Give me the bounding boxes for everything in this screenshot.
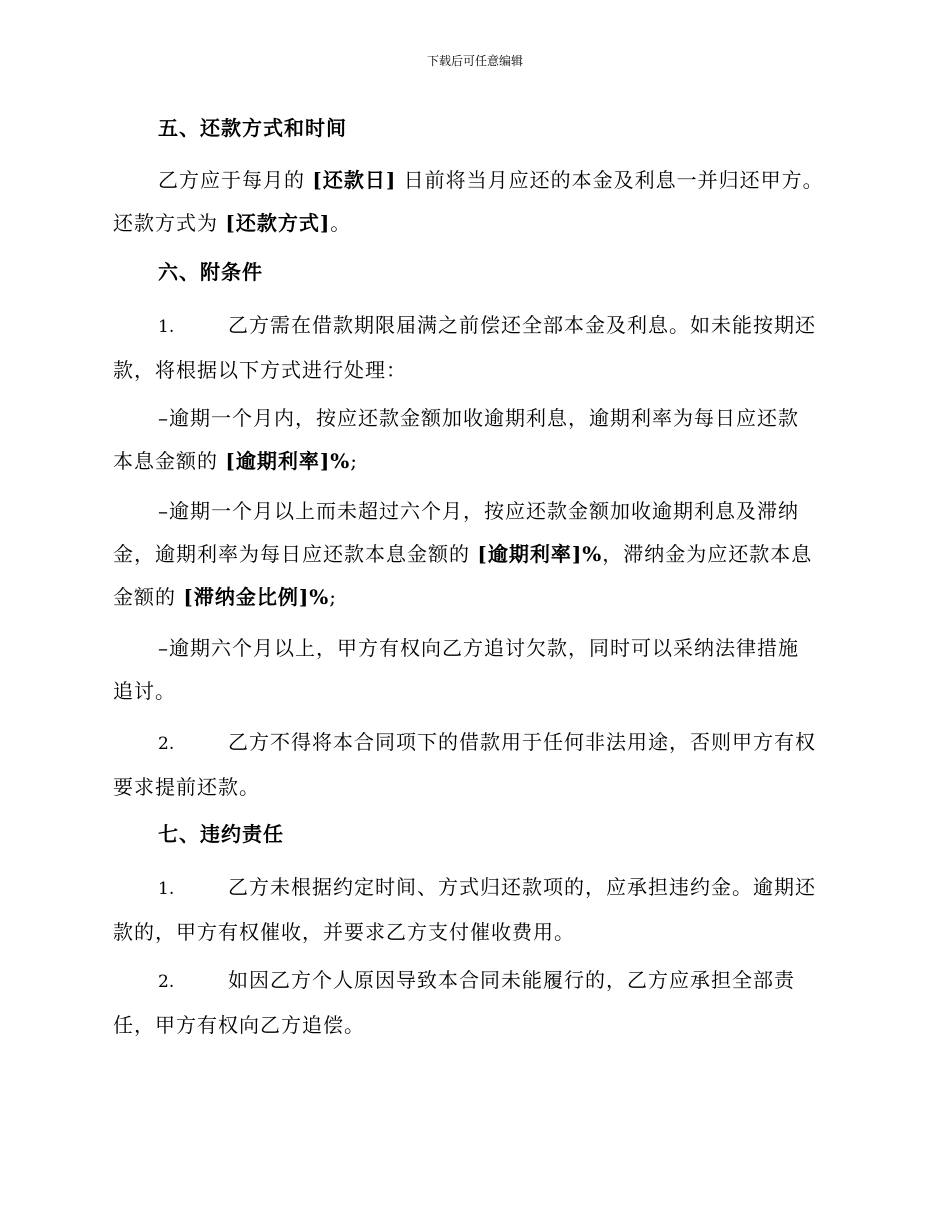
paragraph-line: 要求提前还款。 — [113, 775, 260, 799]
placeholder-repayment-method: [还款方式] — [225, 211, 331, 235]
placeholder-overdue-rate: [逾期利率]% — [477, 542, 603, 566]
item-number: 2. — [158, 972, 175, 992]
section-6-item-2 — [113, 721, 835, 809]
text-run: 金，逾期利率为每日应还款本息金额的 — [113, 542, 478, 566]
paragraph-line — [113, 440, 835, 483]
item-number: 2. — [158, 734, 175, 754]
text-run: 乙方应于每月的 — [158, 168, 313, 192]
text-run: ; — [329, 585, 338, 609]
paragraph-line: –逾期一个月以上而未超过六个月，按应还款金额加收逾期利息及滞纳 — [158, 499, 799, 523]
section-5-heading: 五、还款方式和时间 — [158, 116, 347, 140]
paragraph-line — [113, 866, 835, 911]
paragraph-line: –逾期一个月内，按应还款金额加收逾期利息，逾期利率为每日应还款 — [158, 406, 799, 430]
text-run: 乙方未根据约定时间、方式归还款项的，应承担违约金。逾期还 — [228, 875, 816, 899]
paragraph-line: 任，甲方有权向乙方追偿。 — [113, 1013, 365, 1037]
item-number: 1. — [158, 879, 175, 899]
text-run: 乙方不得将本合同项下的借款用于任何非法用途，否则甲方有权 — [228, 730, 816, 754]
paragraph-line — [113, 533, 835, 576]
text-run: ，滞纳金为应还款本息 — [602, 542, 813, 566]
text-run: ; — [350, 449, 359, 473]
section-6-overdue-rule-1 — [113, 397, 835, 483]
placeholder-overdue-rate: [逾期利率]% — [225, 449, 351, 473]
text-run: 如因乙方个人原因导致本合同未能履行的，乙方应承担全部责 — [228, 968, 795, 992]
placeholder-late-fee-ratio: [滞纳金比例]% — [183, 585, 330, 609]
section-7-item-2 — [113, 959, 835, 1047]
item-number: 1. — [158, 317, 175, 337]
paragraph-line: –逾期六个月以上，甲方有权向乙方追讨欠款，同时可以采纳法律措施 — [158, 636, 799, 660]
paragraph-line — [113, 576, 835, 619]
paragraph-line — [113, 159, 835, 202]
paragraph-line — [113, 202, 835, 245]
section-5-paragraph — [113, 159, 835, 245]
text-run: 本息金额的 — [113, 449, 226, 473]
section-6-heading: 六、附条件 — [158, 260, 263, 284]
text-run: 。 — [330, 211, 352, 235]
section-7-item-1 — [113, 866, 835, 954]
text-run: 日前将当月应还的本金及利息一并归还甲方。 — [396, 168, 824, 192]
paragraph-line: 追讨。 — [113, 679, 176, 703]
section-7-heading: 七、违约责任 — [158, 822, 284, 846]
section-6-overdue-rule-2 — [113, 490, 835, 619]
placeholder-repayment-day: [还款日] — [312, 168, 397, 192]
paragraph-line — [113, 959, 835, 1004]
section-6-overdue-rule-3 — [113, 627, 835, 713]
paragraph-line — [113, 304, 835, 349]
section-6-item-1 — [113, 304, 835, 392]
text-run: 乙方需在借款期限届满之前偿还全部本金及利息。如未能按期还 — [228, 313, 816, 337]
text-run: 还款方式为 — [113, 211, 226, 235]
text-run: 金额的 — [113, 585, 184, 609]
paragraph-line: 款的，甲方有权催收，并要求乙方支付催收费用。 — [113, 920, 575, 944]
page-header: 下载后可任意编辑 — [426, 54, 523, 68]
paragraph-line — [113, 721, 835, 766]
paragraph-line: 款，将根据以下方式进行处理： — [113, 358, 407, 382]
